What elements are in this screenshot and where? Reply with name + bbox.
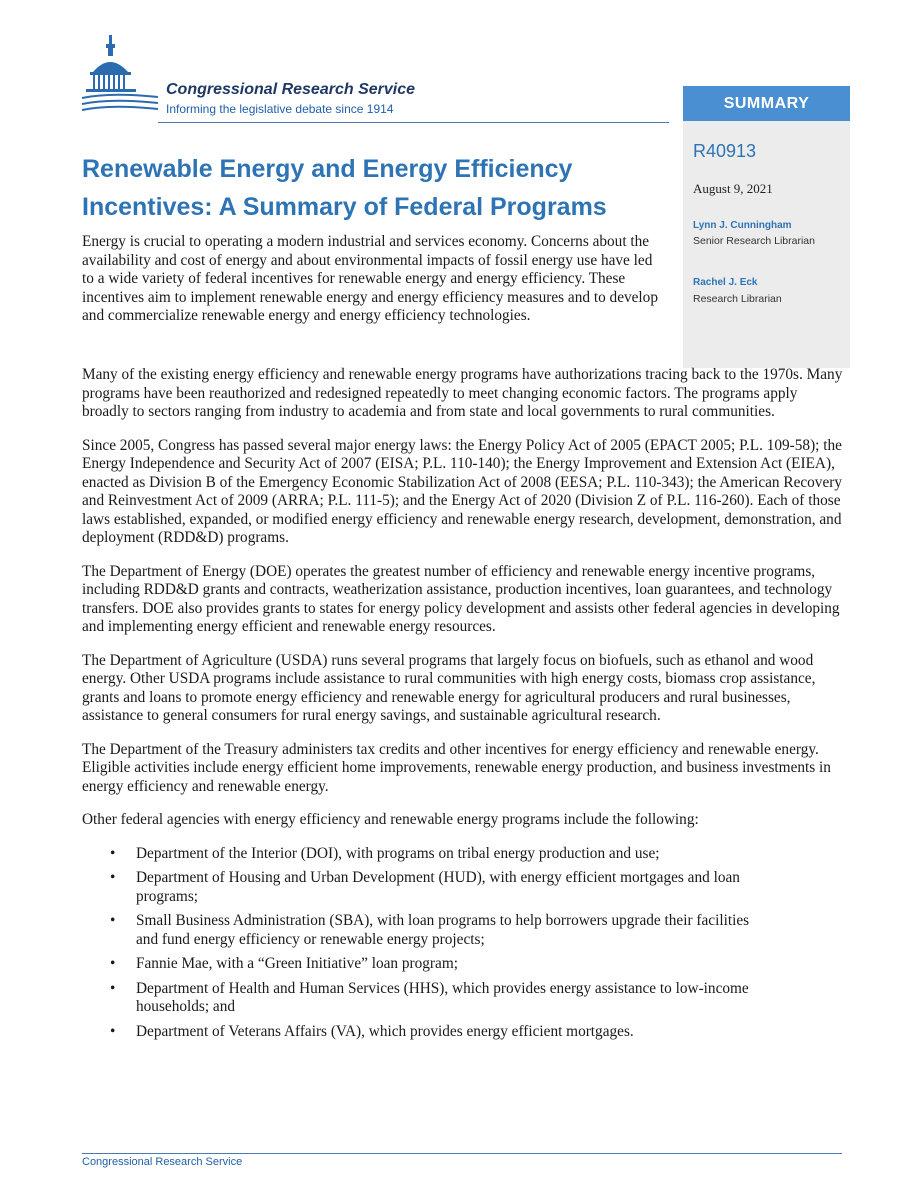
footer-text: Congressional Research Service <box>82 1156 243 1168</box>
footer-divider <box>82 1153 842 1154</box>
paragraph: The Department of the Treasury administers tax credits and other incentives for energy efficiency and renewable energy. Eligible activities include energy efficient home improvements, renewable energy production, and business investments in energy efficiency and renewable energy. <box>82 740 831 795</box>
summary-sidebar <box>683 86 850 368</box>
crs-logo <box>80 34 480 124</box>
summary-body <box>82 366 844 1047</box>
header-divider <box>158 122 669 123</box>
paragraph: Other federal agencies with energy efficiency and renewable energy programs include the following: <box>82 811 699 828</box>
summary-label: SUMMARY <box>683 86 850 121</box>
author-title: Research Librarian <box>693 293 782 305</box>
list-item: • Fannie Mae, with a “Green Initiative” loan program; <box>82 955 766 974</box>
paragraph: The Department of Agriculture (USDA) runs several programs that largely focus on biofuels, such as ethanol and wood energy. Other USDA programs include assistance to rural communities with high energy costs, biomass crop assistance, grants and loans to promote energy efficiency and renewable energy for agricultural producers and rural businesses, assistance to general consumers for rural energy savings, and sustainable agricultural research. <box>82 651 816 724</box>
paragraph: Many of the existing energy efficiency and renewable energy programs have authorizations tracing back to the 1970s. Many programs have been reauthorized and redesigned repeatedly to meet changing economic factors. The programs apply broadly to sectors ranging from industry to academia and from state and local governments to rural communities. <box>82 366 843 420</box>
intro-paragraph: Energy is crucial to operating a modern industrial and services economy. Concerns about the availability and cost of energy and about environmental impacts of fossil energy use have led to a wide variety of federal incentives for renewable energy and energy efficiency. These incentives aim to implement renewable energy and energy efficiency measures and to develop and commercialize renewable energy and energy efficiency technologies. <box>82 233 658 324</box>
capitol-dome-icon <box>80 34 160 124</box>
org-tagline: Informing the legislative debate since 1914 <box>166 102 394 116</box>
paragraph: Since 2005, Congress has passed several major energy laws: the Energy Policy Act of 2005 (EPACT 2005; P.L. 109-58); the Energy Independence and Security Act of 2007 (EISA; P.L. 110-140); the Energy Improvement and Extension Act (EIEA), enacted as Division B of the Emergency Economic Stabilization Act of 2008 (EESA; P.L. 110-343); the American Recovery and Reinvestment Act of 2009 (ARRA; P.L. 111-5); and the Energy Act of 2020 (Division Z of P.L. 116-260). Each of those laws established, expanded, or modified energy efficiency and renewable energy research, development, demonstration, and deployment (RDD&D) programs. <box>82 436 842 546</box>
report-number: R40913 <box>693 141 757 161</box>
list-item: • Department of the Interior (DOI), with programs on tribal energy production and use; <box>82 845 766 864</box>
author-name: Rachel J. Eck <box>693 277 758 288</box>
paragraph: The Department of Energy (DOE) operates the greatest number of efficiency and renewable energy incentive programs, including RDD&D grants and contracts, weatherization assistance, production incentives, loan guarantees, and technology transfers. DOE also provides grants to states for energy policy development and assists other federal agencies in developing and implementing energy efficient and renewable energy resources. <box>82 562 840 635</box>
author-name: Lynn J. Cunningham <box>693 220 792 231</box>
author-title: Senior Research Librarian <box>693 235 815 247</box>
list-item: • Department of Veterans Affairs (VA), which provides energy efficient mortgages. <box>82 1023 766 1042</box>
agency-list <box>82 845 844 1042</box>
list-item: • Department of Health and Human Services (HHS), which provides energy assistance to low-income households; and <box>82 980 766 1017</box>
list-item: • Department of Housing and Urban Development (HUD), with energy efficient mortgages and loan programs; <box>82 869 766 906</box>
page-title: Renewable Energy and Energy Efficiency Incentives: A Summary of Federal Programs <box>82 155 607 221</box>
list-item: • Small Business Administration (SBA), with loan programs to help borrowers upgrade their facilities and fund energy efficiency or renewable energy projects; <box>82 912 766 949</box>
org-name: Congressional Research Service <box>166 81 416 98</box>
report-date: August 9, 2021 <box>693 181 773 196</box>
